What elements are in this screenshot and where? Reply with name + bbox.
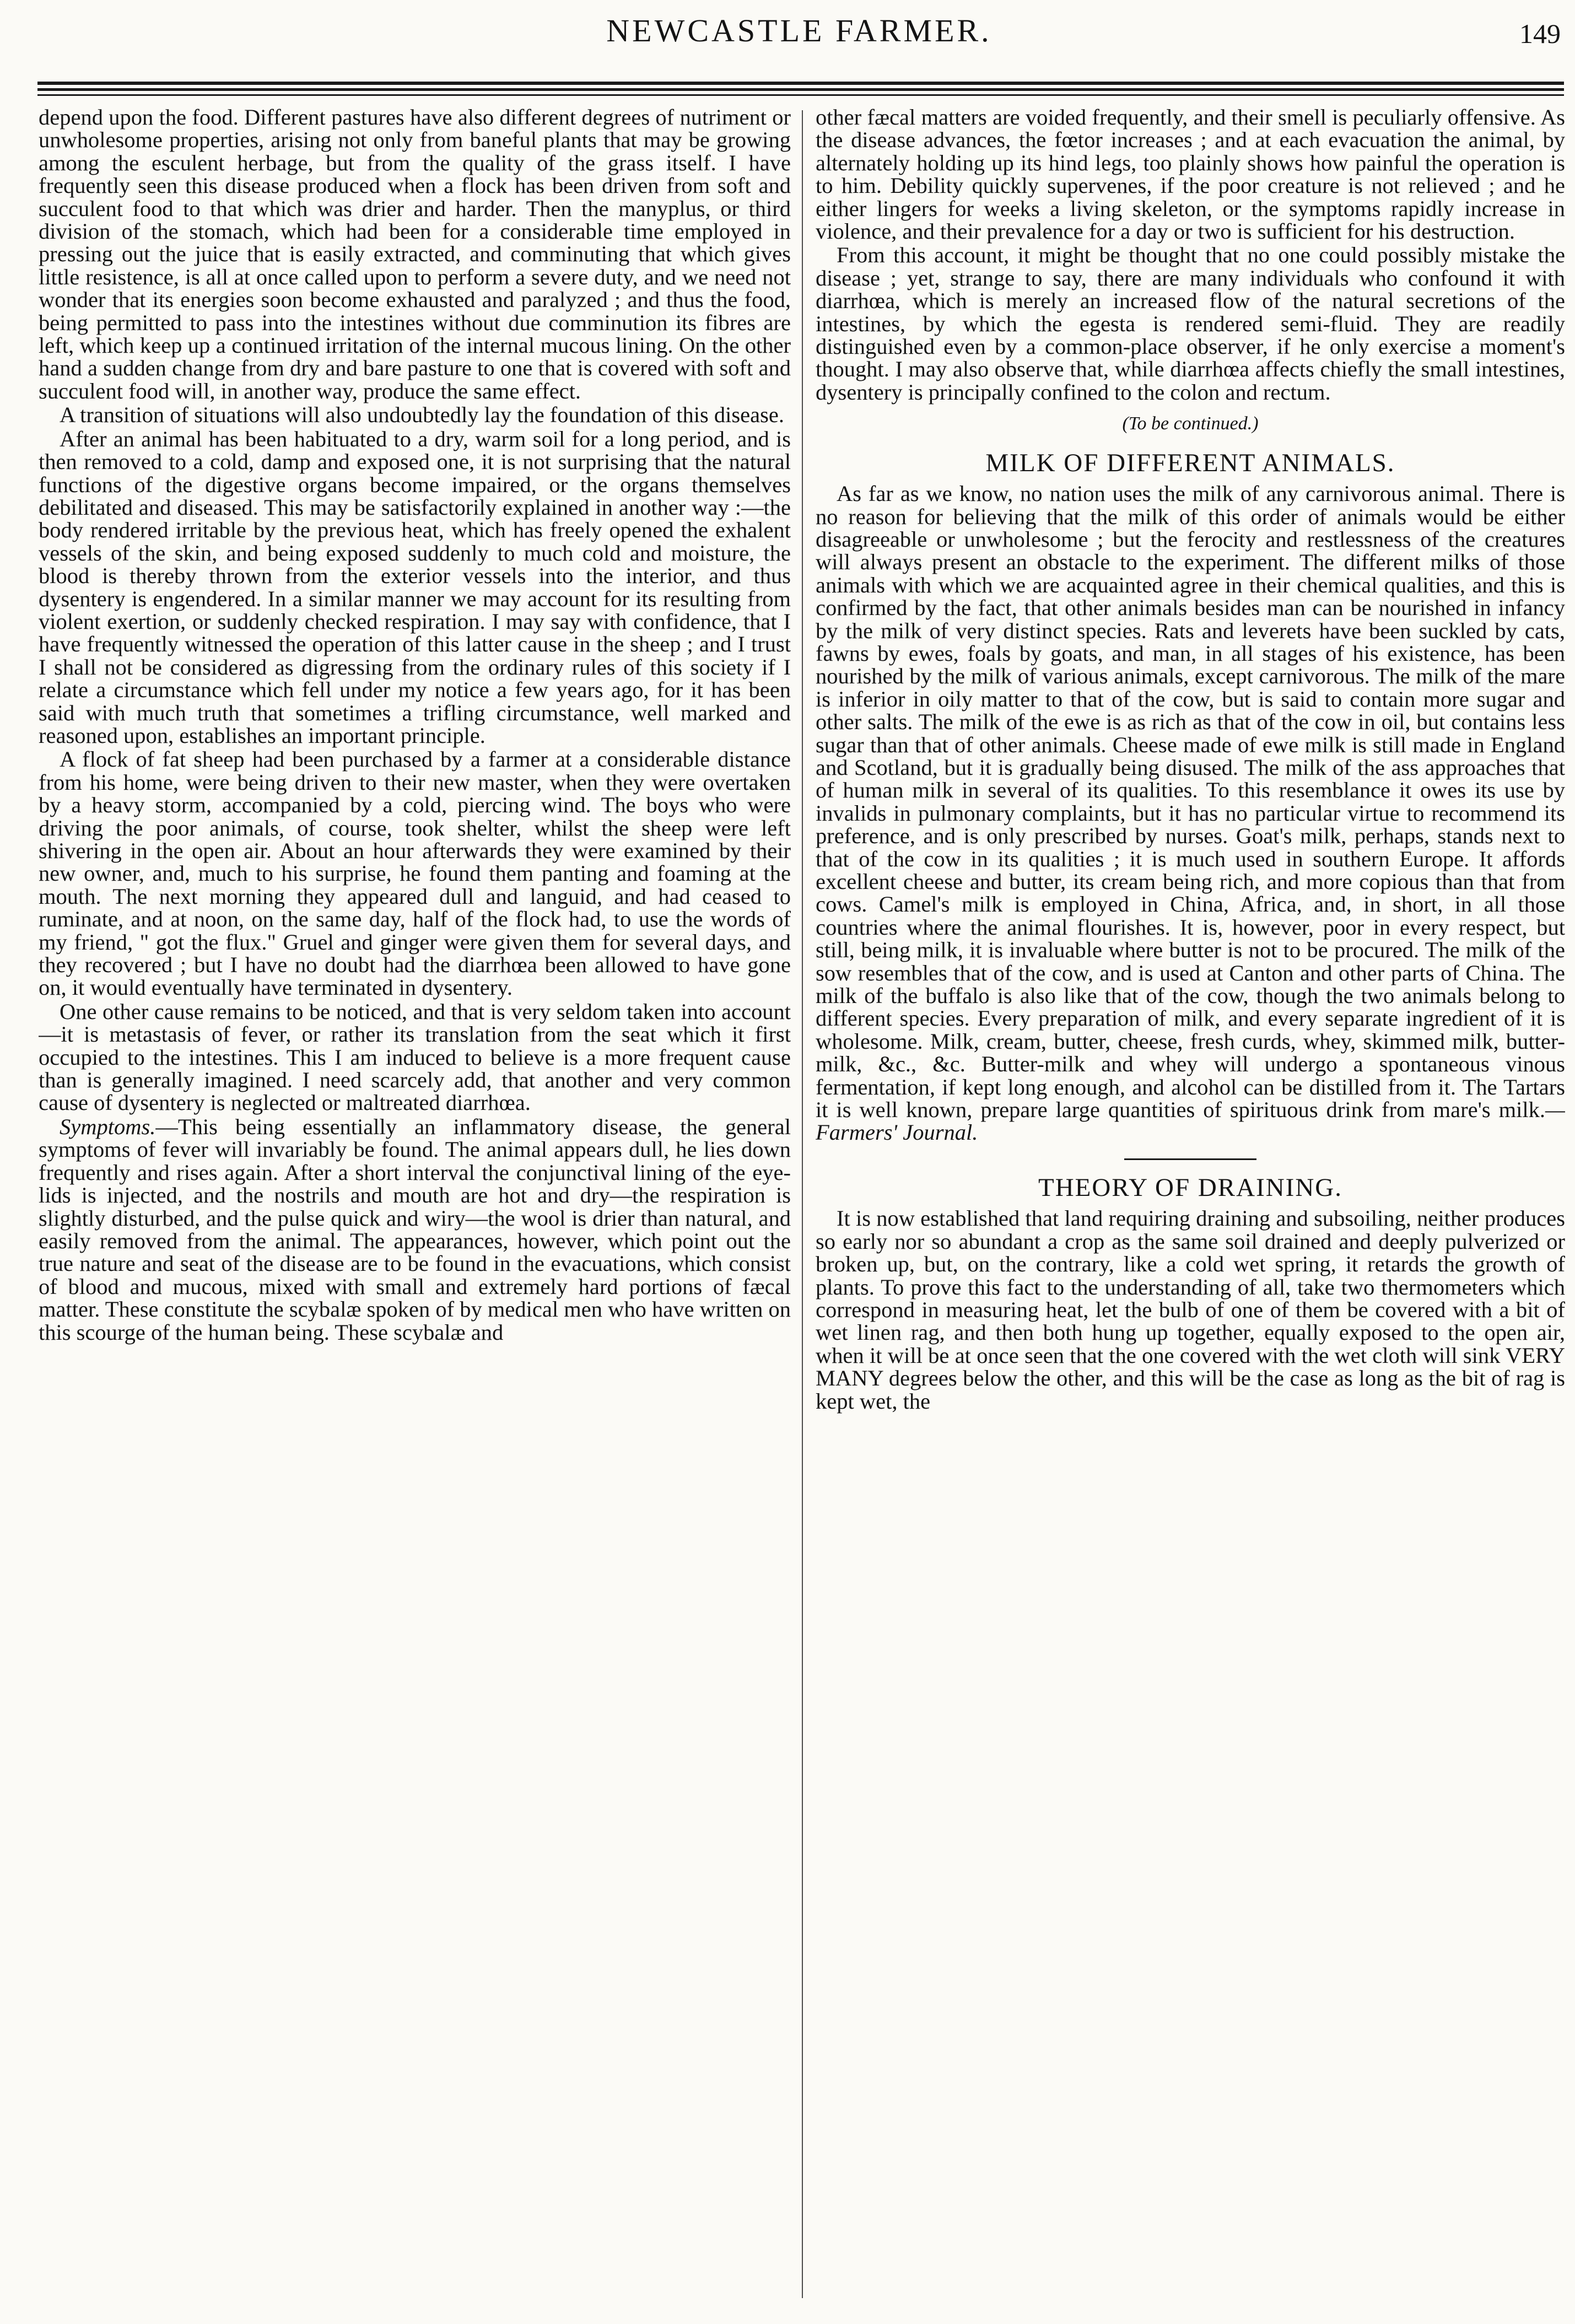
page-header <box>33 8 1565 73</box>
symptoms-heading: Symptoms. <box>60 1114 156 1139</box>
paragraph: A flock of fat sheep had been purchased by a farmer at a considerable distance from his home, were being driven to their new master, when they were overtaken by a heavy storm, accompanied by a cold, piercing wind. The boys who were driving the poor animals, of course, took shelter, whilst the sheep were left shivering in the open air. About an hour afterwards they were examined by their new owner, and, much to his surprise, he found them panting and foaming at the mouth. The next morning they appeared dull and languid, and had ceased to ruminate, and at noon, on the same day, half of the flock had, to use the words of my friend, " got the flux." Gruel and ginger were given them for several days, and they recovered ; but I have no doubt had the diarrhœa been allowed to have gone on, it would eventually have terminated in dysentery. <box>39 747 791 1000</box>
paragraph-symptoms <box>39 1115 791 1344</box>
page-number: 149 <box>1519 18 1561 49</box>
header-rule <box>37 88 1564 91</box>
paragraph: From this account, it might be thought that no one could possibly mistake the disease ; yet, strange to say, there are many individuals who confound it with diarrhœa, which is merely an increased flow of the natural secretions of the intestines, by which the egesta is rendered semi-fluid. They are readily distinguished even by a common-place observer, if he only exercise a moment's thought. I may also observe that, while diarrhœa affects chiefly the small intestines, dysentery is principally confined to the colon and rectum. <box>816 242 1565 405</box>
header-rule <box>37 82 1564 85</box>
paragraph: depend upon the food. Different pastures have also different degrees of nutriment or unwholesome properties, arising not only from baneful plants that may be growing among the esculent herbage, but from the quality of the grass itself. I have frequently seen this disease produced when a flock has been driven from soft and succulent food to that which was drier and harder. Then the manyplus, or third division of the stomach, which had been for a considerable time employed in pressing out the juice that is easily extracted, and comminuting that which gives little resistence, is all at once called upon to perform a severe duty, and we need not wonder that its energies soon become exhausted and paralyzed ; and thus the food, being permitted to pass into the intestines without due comminution its fibres are left, which keep up a continued irritation of the internal mucous lining. On the other hand a sudden change from dry and bare pasture to one that is covered with soft and succulent food will, in another way, produce the same effect. <box>39 106 791 403</box>
article-source: —Farmers' Journal. <box>816 1097 1565 1145</box>
paragraph-text: As far as we know, no nation uses the milk of any carnivorous animal. There is no reason for believing that the milk of this order of animals would be either disagreeable or unwholesome ; but the ferocity and restlessness of the creatures will always present an obstacle to the experiment. The different milks of those animals with which we are acquainted agree in their chemical qualities, and this is confirmed by the fact, that other animals besides man can be nourished in infancy by the milk of very distinct species. Rats and leverets have been suckled by cats, fawns by ewes, foals by goats, and man, in all stages of his existence, has been nourished by the milk of various animals, except carnivorous. The milk of the mare is inferior in oily matter to that of the cow, but is said to contain more sugar and other salts. The milk of the ewe is as rich as that of the cow in oil, but contains less sugar than that of other animals. Cheese made of ewe milk is still made in England and Scotland, but it is gradually being disused. The milk of the ass approaches that of human milk in several of its qualities. To this resemblance it owes its use by invalids in pulmonary complaints, but it has no particular virtue to recommend its preference, and is only prescribed by nurses. Goat's milk, perhaps, stands next to that of the cow in its qualities ; it is much used in southern Europe. It affords excellent cheese and butter, its cream being rich, and more copious than that from cows. Camel's milk is employed in China, Africa, and, in short, in all those countries where the animal flourishes. It is, however, poor in every respect, but still, being milk, it is invaluable where butter is not to be procured. The milk of the sow resembles that of the cow, and is used at Canton and other parts of China. The milk of the buffalo is also like that of the cow, though the two animals belong to different species. Every preparation of milk, and every separate ingredient of it is wholesome. Milk, cream, butter, cheese, fresh curds, whey, skimmed milk, butter-milk, &c., &c. Butter-milk and whey will undergo a spontaneous vinous fermentation, if kept long enough, and alcohol can be distilled from it. The Tartars it is well known, prepare large quantities of spirituous drink from mare's milk. <box>816 481 1565 1123</box>
section-title-draining: THEORY OF DRAINING. <box>1038 1173 1342 1202</box>
right-column <box>816 106 1565 2305</box>
masthead-title: NEWCASTLE FARMER. <box>606 13 992 48</box>
paragraph: A transition of situations will also undoubtedly lay the foundation of this disease. <box>60 402 784 428</box>
paragraph-text: —This being essentially an inflammatory disease, the general symptoms of fever will invariably be found. The animal appears dull, he lies down frequently and rises again. After a short interval the conjunctival lining of the eye-lids is injected, and the nostrils and mouth are hot and dry—the respiration is slightly disturbed, and the pulse quick and wiry—the wool is drier than natural, and easily removed from the animal. The appearances, however, which point out the true nature and seat of the disease are to be found in the evacuations, which consist of blood and mucous, mixed with small and extremely hard portions of fæcal matter. These constitute the scybalæ spoken of by medical men who have written on this scourge of the human being. These scybalæ and <box>39 1114 791 1345</box>
section-divider <box>1124 1158 1256 1160</box>
left-column <box>39 106 791 2305</box>
paragraph: other fæcal matters are voided frequently, and their smell is peculiarly offensive. As the disease advances, the fœtor increases ; and at each evacuation the animal, by alternately holding up its hind legs, too plainly shows how painful the operation is to him. Debility quickly supervenes, if the poor creature is not relieved ; and he either lingers for weeks a living skeleton, or the symptoms rapidly increase in violence, and their prevalence for a day or two is sufficient for his destruction. <box>816 106 1565 244</box>
paragraph: It is now established that land requiring draining and subsoiling, neither produces so early nor so abundant a crop as the same soil drained and deeply pulverized or broken up, but, on the contrary, like a cold wet spring, it retards the growth of plants. To prove this fact to the understanding of all, take two thermometers which correspond in measuring heat, let the bulb of one of them be covered with a bit of wet linen rag, and then both hung up together, equally exposed to the open air, when it will be at once seen that the one covered with the wet cloth will sink VERY MANY degrees below the other, and this will be the case as long as the bit of rag is kept wet, the <box>816 1206 1565 1414</box>
paragraph: After an animal has been habituated to a dry, warm soil for a long period, and is then removed to a cold, damp and exposed one, it is not surprising that the natural functions of the digestive organs become impaired, or the organs themselves debilitated and diseased. This may be satisfactorily explained in another way :—the body rendered irritable by the previous heat, which has freely opened the exhalent vessels of the skin, and being exposed suddenly to much cold and moisture, the blood is thereby thrown from the exterior vessels into the interior, and thus dysentery is engendered. In a similar manner we may account for its resulting from violent exertion, or suddenly checked respiration. I may say with confidence, that I have frequently witnessed the operation of this latter cause in the sheep ; and I trust I shall not be considered as digressing from the ordinary rules of this society if I relate a circumstance which fell under my notice a few years ago, for it has been said with much truth that sometimes a trifling circumstance, well marked and reasoned upon, establishes an important principle. <box>39 426 791 748</box>
column-divider <box>802 110 803 2298</box>
header-rule <box>37 94 1564 96</box>
continued-note: (To be continued.) <box>1122 413 1259 434</box>
paragraph <box>816 482 1565 1144</box>
paragraph: One other cause remains to be noticed, and that is very seldom taken into account—it is metastasis of fever, or rather its translation from the seat which it first occupied to the intestines. This I am induced to believe is a more frequent cause than is generally imagined. I need scarcely add, that another and very common cause of dysentery is neglected or maltreated diarrhœa. <box>39 999 791 1115</box>
section-title-milk: MILK OF DIFFERENT ANIMALS. <box>985 448 1395 477</box>
